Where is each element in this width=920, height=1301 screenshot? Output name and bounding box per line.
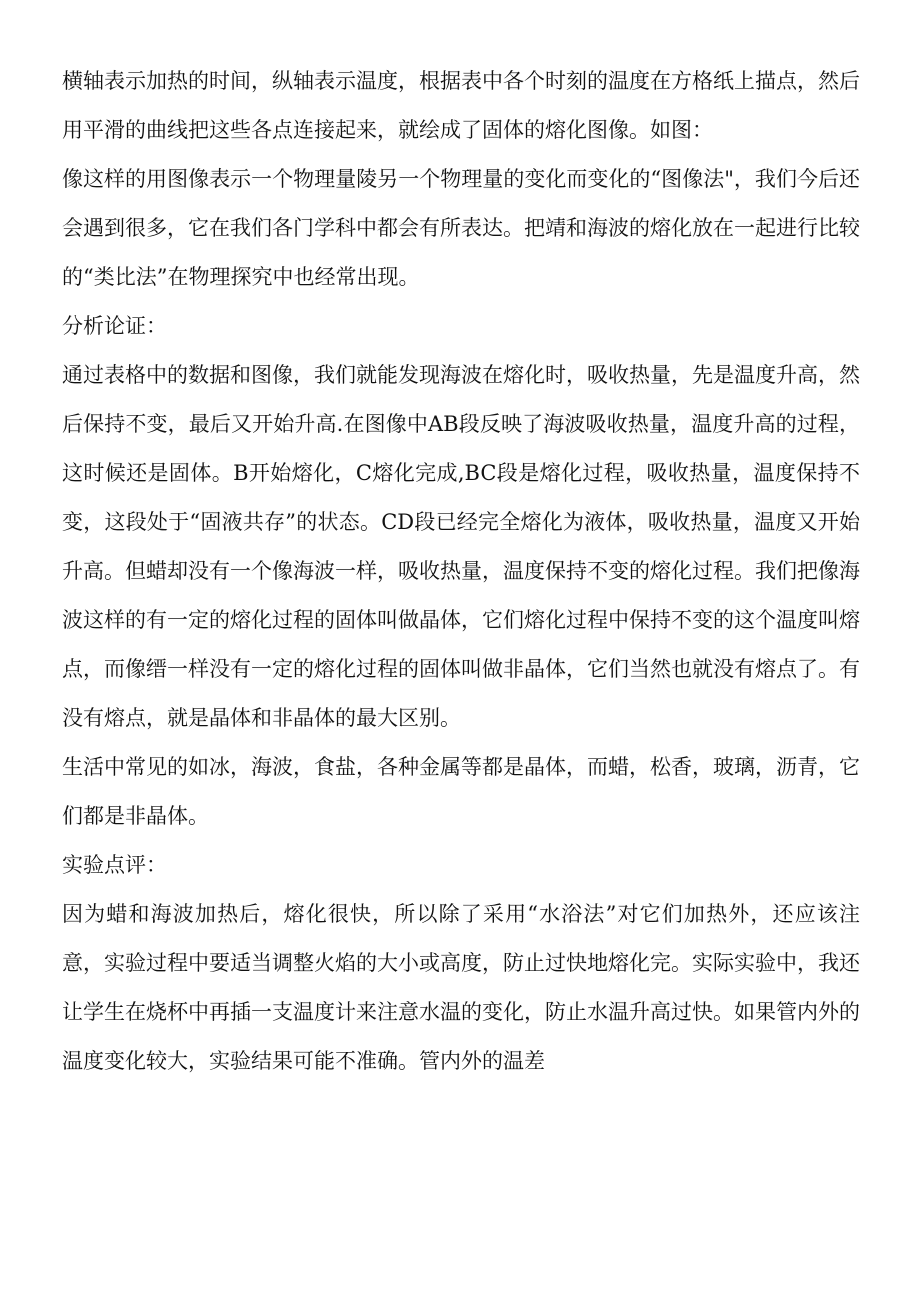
document-page [62, 57, 860, 1086]
section-heading-review: 实验点评： [62, 853, 167, 877]
paragraph-graph-description: 横轴表示加热的时间，纵轴表示温度，根据表中各个时刻的温度在方格纸上描点，然后用平滑的曲线把这些各点连接起来，就绘成了固体的熔化图像。如图： [62, 69, 860, 142]
section-heading-analysis: 分析论证： [62, 314, 167, 338]
paragraph-graph-method: 像这样的用图像表示一个物理量陵另一个物理量的变化而变化的“图像法"，我们今后还会遇到很多，它在我们各门学科中都会有所表达。把靖和海波的熔化放在一起进行比较的“类比法”在物理探究中也经常出现。 [62, 167, 860, 289]
paragraph-examples: 生活中常见的如冰，海波，食盐，各种金属等都是晶体，而蜡，松香，玻璃，沥青，它们都是非晶体。 [62, 755, 860, 828]
paragraph-review: 因为蜡和海波加热后，熔化很快，所以除了采用“水浴法”对它们加热外，还应该注意，实验过程中要适当调整火焰的大小或高度，防止过快地熔化完。实际实验中，我还让学生在烧杯中再插一支温度计来注意水温的变化，防止水温升高过快。如果管内外的温度变化较大，实验结果可能不准确。管内外的温差 [62, 902, 860, 1073]
paragraph-analysis: 通过表格中的数据和图像，我们就能发现海波在熔化时，吸收热量，先是温度升高，然后保持不变，最后又开始升高.在图像中AB段反映了海波吸收热量，温度升高的过程，这时候还是固体。B开始熔化，C熔化完成,BC段是熔化过程，吸收热量，温度保持不变，这段处于“固液共存”的状态。CD段已经完全熔化为液体，吸收热量，温度又开始升高。但蜡却没有一个像海波一样，吸收热量，温度保持不变的熔化过程。我们把像海波这样的有一定的熔化过程的固体叫做晶体，它们熔化过程中保持不变的这个温度叫熔点，而像缙一样没有一定的熔化过程的固体叫做非晶体，它们当然也就没有熔点了。有没有熔点，就是晶体和非晶体的最大区别。 [62, 363, 860, 730]
